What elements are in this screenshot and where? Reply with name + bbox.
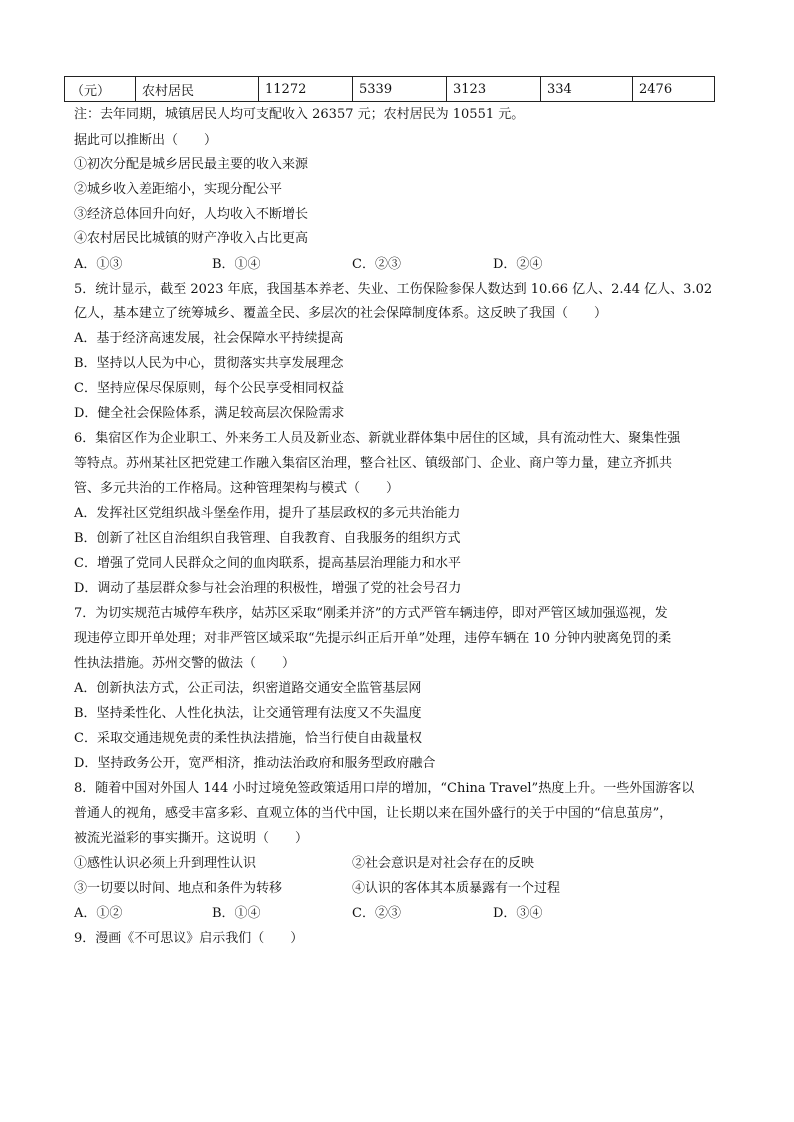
table-row [65,77,715,102]
q8-statement: ③一切要以时间、地点和条件为转移 [74,881,283,896]
q4-option-a: A．①③ [74,257,123,272]
q6-option-a: A．发挥社区党组织战斗堡垒作用，提升了基层政权的多元共治能力 [74,506,461,521]
q5-option-a: A．基于经济高速发展，社会保障水平持续提高 [74,331,344,346]
q5-stem-line: 亿人，基本建立了统筹城乡、覆盖全民、多层次的社会保障制度体系。这反映了我国（ ） [74,306,608,321]
q6-option-b: B．创新了社区自治组织自我管理、自我教育、自我服务的组织方式 [74,531,461,546]
q8-statement: ①感性认识必须上升到理性认识 [74,856,257,871]
table-cell: 11272 [259,77,353,102]
q6-stem-line: 管、多元共治的工作格局。这种管理架构与模式（ ） [74,481,400,496]
q8-statement: ②社会意识是对社会存在的反映 [352,856,535,871]
q4-stem: 据此可以推断出（ ） [74,133,218,148]
q9-stem: 9．漫画《不可思议》启示我们（ ） [74,931,304,946]
table-cell: 农村居民 [136,77,259,102]
q8-option-b: B．①④ [212,906,261,921]
table-note: 注：去年同期，城镇居民人均可支配收入 26357 元；农村居民为 10551 元。 [74,107,525,122]
q6-option-c: C．增强了党同人民群众之间的血肉联系，提高基层治理能力和水平 [74,556,461,571]
q4-option-b: B．①④ [212,257,261,272]
q8-statement: ④认识的客体其本质暴露有一个过程 [352,881,561,896]
q6-option-d: D．调动了基层群众参与社会治理的积极性，增强了党的社会号召力 [74,581,462,596]
table-cell: 2476 [633,77,715,102]
q6-stem-line: 等特点。苏州某社区把党建工作融入集宿区治理，整合社区、镇级部门、企业、商户等力量，建立齐抓共 [74,456,673,471]
q8-option-a: A．①② [74,906,123,921]
table-cell: （元） [65,77,136,102]
q4-statement: ②城乡收入差距缩小，实现分配公平 [74,182,283,197]
q4-statement: ③经济总体回升向好，人均收入不断增长 [74,207,309,222]
table-cell: 3123 [447,77,541,102]
q5-option-b: B．坚持以人民为中心，贯彻落实共享发展理念 [74,356,344,371]
q4-statement: ①初次分配是城乡居民最主要的收入来源 [74,157,309,172]
q8-stem-line: 普通人的视角，感受丰富多彩、直观立体的当代中国，让长期以来在国外盛行的关于中国的“信息茧房”， [74,806,673,821]
q8-option-d: D．③④ [493,906,543,921]
table-cell: 5339 [353,77,447,102]
q5-stem-line: 5．统计显示，截至 2023 年底，我国基本养老、失业、工伤保险参保人数达到 10.66 亿人、2.44 亿人、3.02 [74,282,713,297]
q4-statement: ④农村居民比城镇的财产净收入占比更高 [74,231,309,246]
q5-option-d: D．健全社会保险体系，满足较高层次保险需求 [74,406,345,421]
q7-option-a: A．创新执法方式，公正司法，织密道路交通安全监管基层网 [74,681,422,696]
q7-option-b: B．坚持柔性化、人性化执法，让交通管理有法度又不失温度 [74,706,422,721]
q8-stem-line: 被流光溢彩的事实撕开。这说明（ ） [74,831,309,846]
q4-option-c: C．②③ [352,257,401,272]
q7-option-d: D．坚持政务公开，宽严相济，推动法治政府和服务型政府融合 [74,756,436,771]
q8-stem-line: 8．随着中国对外国人 144 小时过境免签政策适用口岸的增加，“China Travel”热度上升。一些外国游客以 [74,781,695,796]
income-table [64,76,715,102]
q6-stem-line: 6．集宿区作为企业职工、外来务工人员及新业态、新就业群体集中居住的区域，具有流动性大、聚集性强 [74,431,681,446]
q8-option-c: C．②③ [352,906,401,921]
q7-stem-line: 性执法措施。苏州交警的做法（ ） [74,656,296,671]
q7-stem-line: 现违停立即开单处理；对非严管区域采取“先提示纠正后开单”处理，违停车辆在 10 分钟内驶离免罚的柔 [74,631,672,646]
q5-option-c: C．坚持应保尽保原则，每个公民享受相同权益 [74,381,344,396]
q7-option-c: C．采取交通违规免责的柔性执法措施，恰当行使自由裁量权 [74,731,422,746]
q4-option-d: D．②④ [493,257,543,272]
table-cell: 334 [541,77,633,102]
q7-stem-line: 7．为切实规范古城停车秩序，姑苏区采取“刚柔并济”的方式严管车辆违停，即对严管区域加强巡视，发 [74,606,668,621]
